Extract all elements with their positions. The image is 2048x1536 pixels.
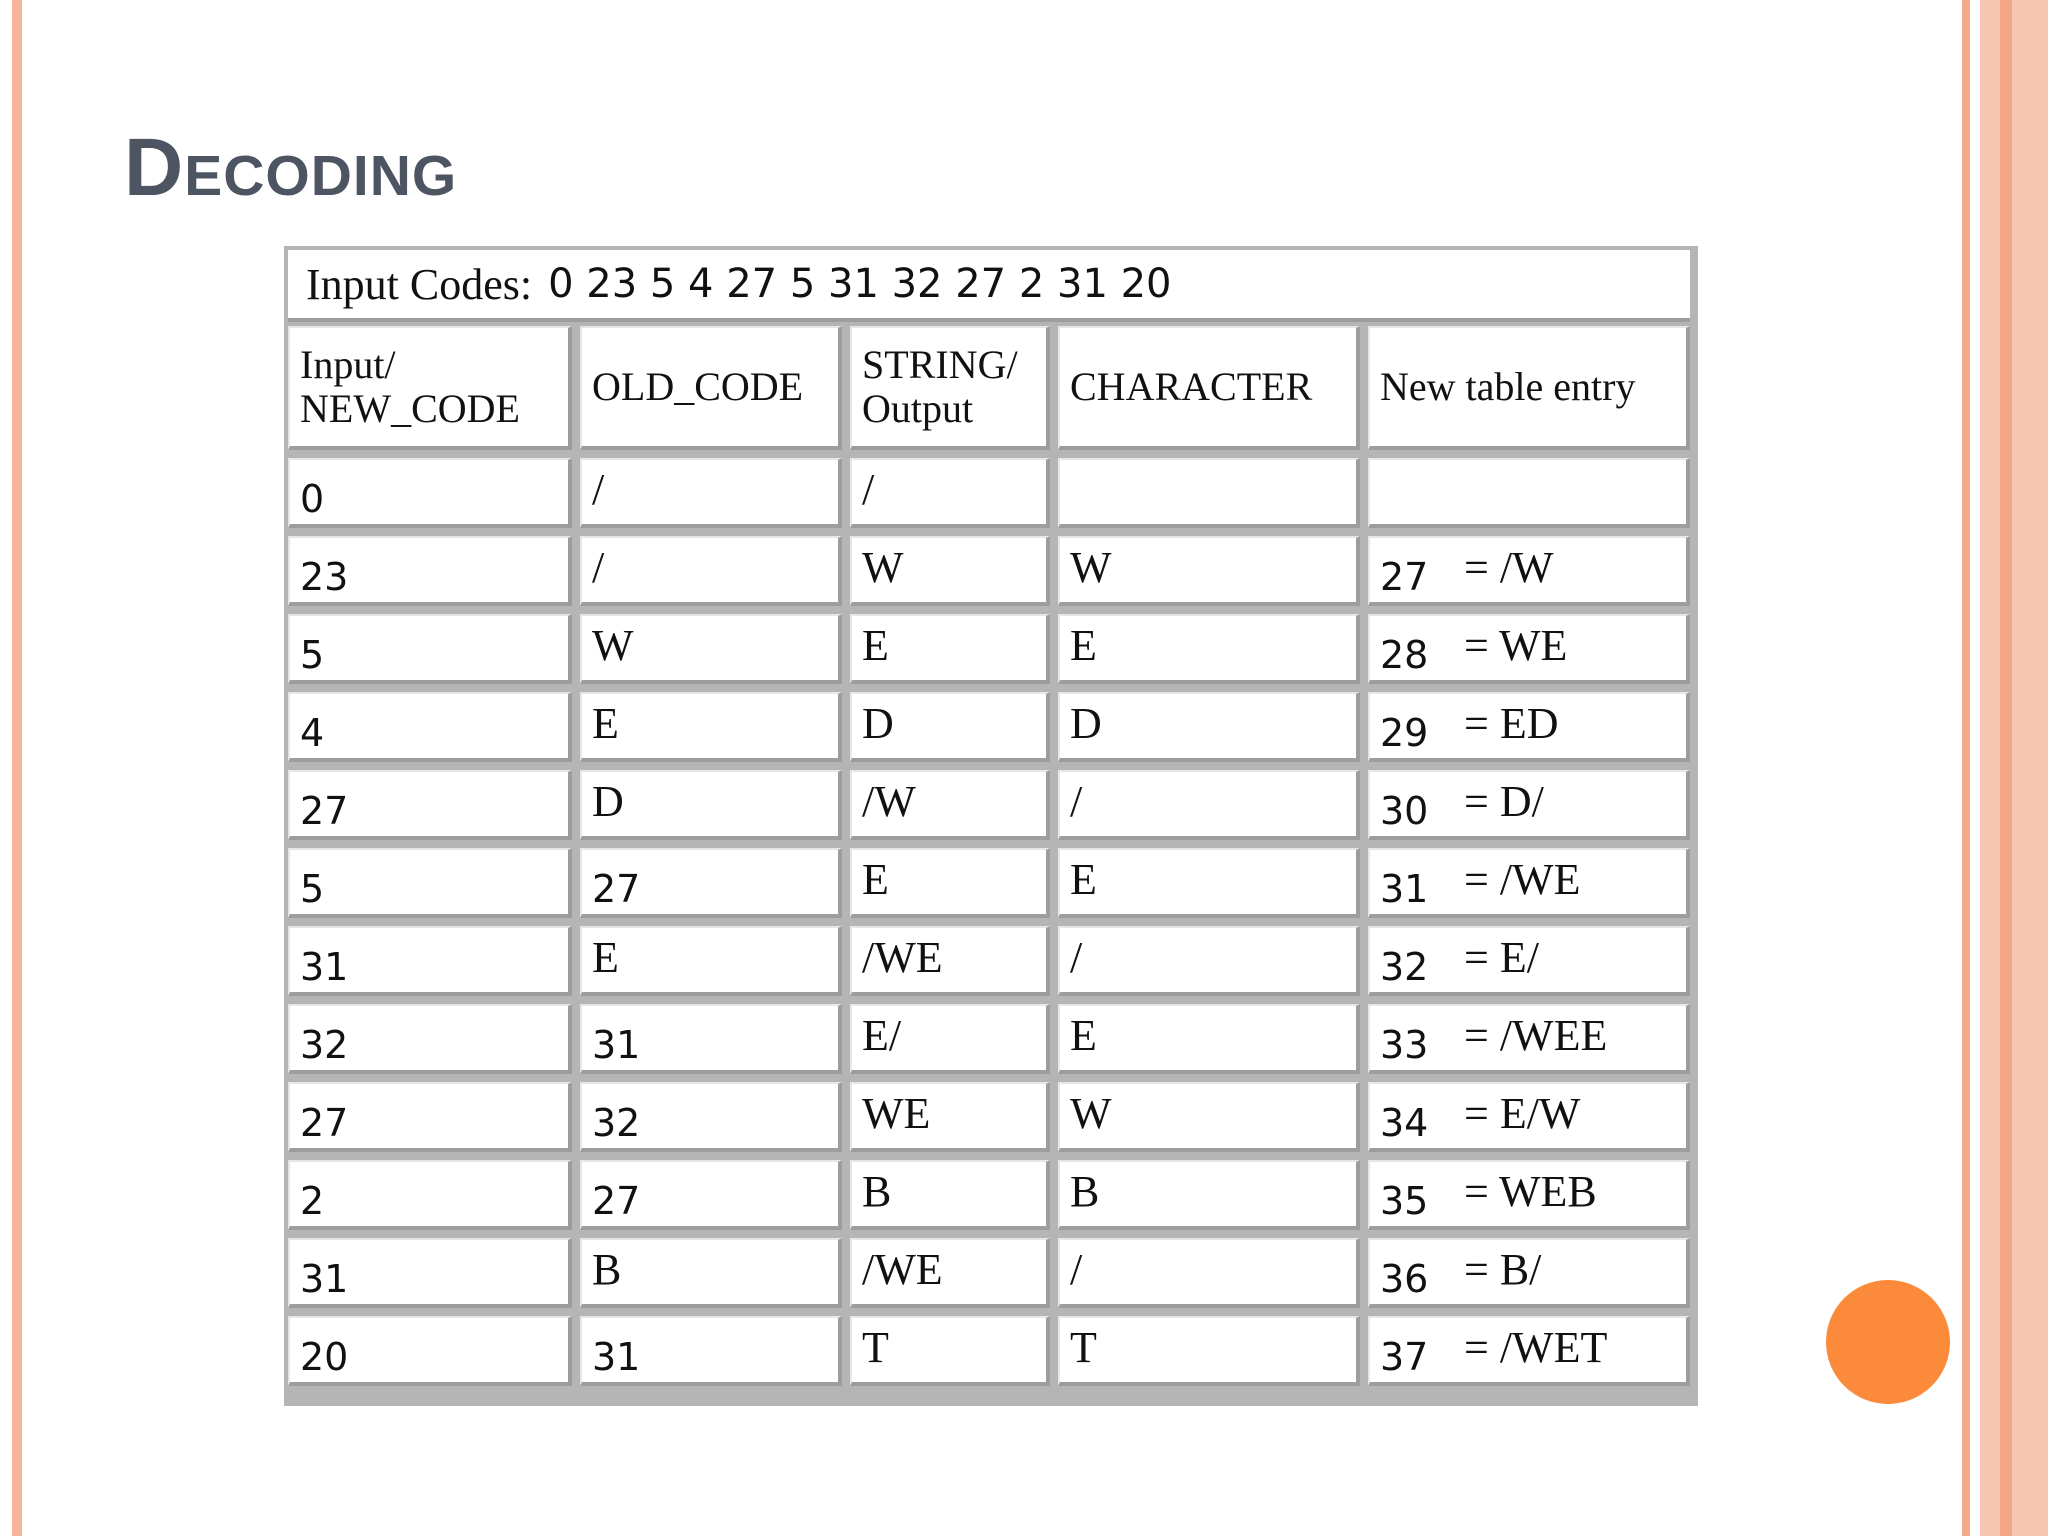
- cell-new-code: 5: [288, 614, 572, 684]
- header-new-code: Input/ NEW_CODE: [288, 326, 572, 450]
- table-row: [288, 1004, 1690, 1074]
- cell-string-output: B: [850, 1160, 1050, 1230]
- orange-circle-decoration: [1826, 1280, 1950, 1404]
- left-edge-decoration: [12, 0, 22, 1536]
- cell-string-output: WE: [850, 1082, 1050, 1152]
- cell-character: E: [1058, 848, 1360, 918]
- right-edge-band: [1980, 0, 2048, 1536]
- cell-new-table-entry: 32 = E/: [1368, 926, 1690, 996]
- cell-old-code: W: [580, 614, 842, 684]
- cell-old-code: /: [580, 536, 842, 606]
- cell-string-output: D: [850, 692, 1050, 762]
- cell-character: /: [1058, 770, 1360, 840]
- cell-character: D: [1058, 692, 1360, 762]
- table-row: [288, 536, 1690, 606]
- slide-title: Decoding: [124, 122, 458, 213]
- header-character: CHARACTER: [1058, 326, 1360, 450]
- cell-string-output: T: [850, 1316, 1050, 1386]
- cell-character: /: [1058, 926, 1360, 996]
- header-old-code: OLD_CODE: [580, 326, 842, 450]
- table-row: [288, 1082, 1690, 1152]
- table-row: [288, 614, 1690, 684]
- cell-string-output: /WE: [850, 1238, 1050, 1308]
- cell-new-code: 2: [288, 1160, 572, 1230]
- cell-new-code: 5: [288, 848, 572, 918]
- cell-string-output: /: [850, 458, 1050, 528]
- cell-new-table-entry: 28 = WE: [1368, 614, 1690, 684]
- cell-new-table-entry: 34 = E/W: [1368, 1082, 1690, 1152]
- cell-string-output: /W: [850, 770, 1050, 840]
- input-codes-row: [288, 250, 1690, 322]
- table-row: [288, 926, 1690, 996]
- cell-new-code: 4: [288, 692, 572, 762]
- cell-old-code: 27: [580, 1160, 842, 1230]
- cell-new-table-entry: 35 = WEB: [1368, 1160, 1690, 1230]
- cell-string-output: E: [850, 848, 1050, 918]
- cell-old-code: 31: [580, 1004, 842, 1074]
- cell-string-output: E/: [850, 1004, 1050, 1074]
- cell-new-table-entry: 27 = /W: [1368, 536, 1690, 606]
- cell-old-code: E: [580, 692, 842, 762]
- table-row: [288, 692, 1690, 762]
- cell-string-output: W: [850, 536, 1050, 606]
- cell-old-code: 31: [580, 1316, 842, 1386]
- cell-string-output: E: [850, 614, 1050, 684]
- cell-new-table-entry: [1368, 458, 1690, 528]
- cell-old-code: /: [580, 458, 842, 528]
- table-row: [288, 1316, 1690, 1386]
- decoding-table: [284, 246, 1698, 1406]
- cell-character: W: [1058, 536, 1360, 606]
- cell-new-table-entry: 30 = D/: [1368, 770, 1690, 840]
- input-codes-label: Input Codes:: [306, 259, 533, 309]
- table-row: [288, 770, 1690, 840]
- cell-new-table-entry: 31 = /WE: [1368, 848, 1690, 918]
- cell-character: [1058, 458, 1360, 528]
- cell-new-code: 31: [288, 926, 572, 996]
- cell-character: B: [1058, 1160, 1360, 1230]
- cell-new-table-entry: 37 = /WET: [1368, 1316, 1690, 1386]
- cell-character: E: [1058, 614, 1360, 684]
- cell-new-code: 0: [288, 458, 572, 528]
- cell-new-table-entry: 29 = ED: [1368, 692, 1690, 762]
- cell-string-output: /WE: [850, 926, 1050, 996]
- cell-character: T: [1058, 1316, 1360, 1386]
- cell-character: W: [1058, 1082, 1360, 1152]
- cell-new-code: 32: [288, 1004, 572, 1074]
- header-new-table-entry: New table entry: [1368, 326, 1690, 450]
- table-row: [288, 1160, 1690, 1230]
- right-edge-stripe: [1962, 0, 1970, 1536]
- input-codes-value: 0 23 5 4 27 5 31 32 27 2 31 20: [548, 261, 1172, 307]
- cell-new-code: 27: [288, 770, 572, 840]
- table-row: [288, 1238, 1690, 1308]
- table-header-row: [288, 326, 1690, 450]
- cell-new-code: 31: [288, 1238, 572, 1308]
- cell-old-code: E: [580, 926, 842, 996]
- cell-character: /: [1058, 1238, 1360, 1308]
- cell-old-code: D: [580, 770, 842, 840]
- cell-old-code: 32: [580, 1082, 842, 1152]
- cell-new-code: 27: [288, 1082, 572, 1152]
- cell-old-code: 27: [580, 848, 842, 918]
- cell-new-table-entry: 33 = /WEE: [1368, 1004, 1690, 1074]
- cell-new-table-entry: 36 = B/: [1368, 1238, 1690, 1308]
- cell-new-code: 23: [288, 536, 572, 606]
- cell-new-code: 20: [288, 1316, 572, 1386]
- cell-old-code: B: [580, 1238, 842, 1308]
- cell-character: E: [1058, 1004, 1360, 1074]
- right-edge-inner-stripe: [2000, 0, 2012, 1536]
- table-row: [288, 458, 1690, 528]
- table-row: [288, 848, 1690, 918]
- header-string-output: STRING/ Output: [850, 326, 1050, 450]
